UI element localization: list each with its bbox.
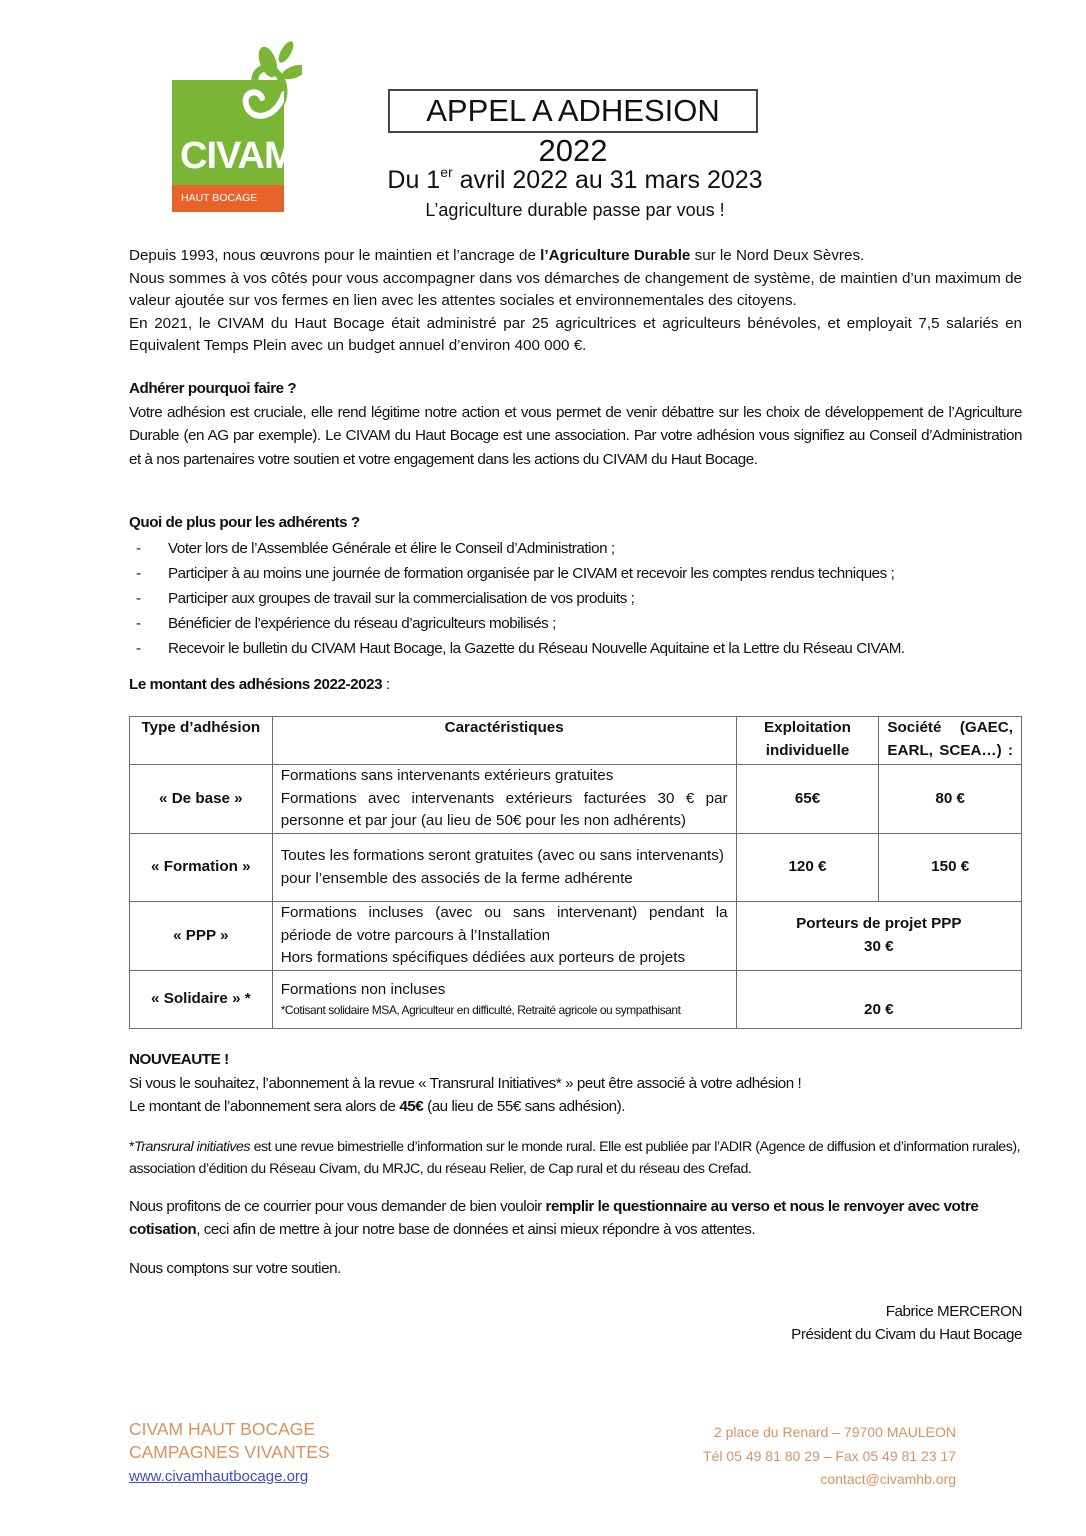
feature-line: Formations non incluses <box>280 981 446 999</box>
list-item <box>129 561 1022 586</box>
period <box>300 164 850 195</box>
footnote-text: est une revue bimestrielle d’information sur le monde rural. Elle est publiée par l’ADIR (Agence de diffusion et d’information rurales), association d’édition du Réseau Civam, du MRJC, du réseau Relier, de Cap rural et du réseau des Crefad. <box>129 1139 1021 1177</box>
intro-line-1 <box>129 245 1022 268</box>
footer-email[interactable]: contact@civamhb.org <box>820 1471 956 1487</box>
col-type: Type d’adhésion <box>130 717 273 765</box>
merged-price: 30 € <box>864 937 894 955</box>
col-individual: Exploitation individuelle <box>736 717 879 765</box>
website-link[interactable]: www.civamhautbocage.org <box>129 1468 309 1485</box>
row-company-price: 150 € <box>879 834 1022 902</box>
row-type: « Solidaire » * <box>130 970 273 1028</box>
row-individual-price: 120 € <box>736 834 879 902</box>
row-company-price: 80 € <box>879 765 1022 834</box>
list-item-text: Bénéficier de l’expérience du réseau d’agriculteurs mobilisés ; <box>168 614 556 632</box>
dash-icon: - <box>136 639 141 657</box>
list-item <box>129 636 1022 661</box>
table-row <box>130 834 1022 902</box>
intro-section <box>129 245 1022 358</box>
feature-line: Formations avec intervenants extérieurs facturées 30 € par personne et par jour (au lieu de 50€ pour les non adhérents) <box>280 789 728 830</box>
table-header-row <box>130 717 1022 765</box>
why-text: Votre adhésion est cruciale, elle rend légitime notre action et vous permet de venir débattre sur les choix de développement de l’Agriculture Durable (en AG par exemple). Le CIVAM du Haut Bocage est une association. Par votre adhésion vous signifiez au Conseil d’Administration et à nos partenaires votre soutien et votre engagement dans les actions du CIVAM du Haut Bocage. <box>129 403 1022 468</box>
row-features <box>272 970 736 1028</box>
period-end: avril 2022 au 31 mars 2023 <box>452 166 763 194</box>
signature-name: Fabrice MERCERON <box>885 1303 1022 1320</box>
why-heading: Adhérer pourquoi faire ? <box>129 380 297 397</box>
feature-note: *Cotisant solidaire MSA, Agriculteur en difficulté, Retraité agricole ou sympathisant <box>280 1002 681 1017</box>
row-merged-price: 20 € <box>736 970 1021 1028</box>
table-row <box>130 970 1022 1028</box>
list-item-text: Participer aux groupes de travail sur la commercialisation de vos produits ; <box>168 589 635 607</box>
row-type: « Formation » <box>130 834 273 902</box>
col-company: Société (GAEC, EARL, SCEA…) : <box>879 717 1022 765</box>
row-features <box>272 902 736 971</box>
footer-address: 2 place du Renard – 79700 MAULEON <box>713 1424 956 1440</box>
list-item <box>129 586 1022 611</box>
list-item-text: Voter lors de l’Assemblée Générale et élire le Conseil d’Administration ; <box>168 539 615 557</box>
feature-line: Formations incluses (avec ou sans intervenant) pendant la période de votre parcours à l’Installation <box>280 904 728 944</box>
row-individual-price: 65€ <box>736 765 879 834</box>
closing-line: Nous comptons sur votre soutien. <box>129 1260 341 1277</box>
news-line-1: Si vous le souhaitez, l’abonnement à la revue « Transrural Initiatives* » peut être associé à votre adhésion ! <box>129 1074 802 1092</box>
intro-line-2: Nous sommes à vos côtés pour vous accompagner dans vos démarches de changement de système, de maintien d’un maximum de valeur ajoutée sur vos fermes en lien avec les attentes sociales et environnementales des citoyens. <box>129 269 1022 309</box>
request-paragraph <box>129 1195 1022 1241</box>
dash-icon: - <box>136 539 141 557</box>
list-item-text: Recevoir le bulletin du CIVAM Haut Bocage, la Gazette du Réseau Nouvelle Aquitaine et la Lettre du Réseau CIVAM. <box>168 639 905 657</box>
footnote-title: Transrural initiatives <box>134 1139 251 1155</box>
intro-text: sur le Nord Deux Sèvres. <box>690 247 865 264</box>
membership-table <box>129 716 1022 1029</box>
period-start: Du 1 <box>387 166 441 194</box>
benefits-section <box>129 512 1022 661</box>
footer-left <box>129 1418 330 1488</box>
request-text: Nous profitons de ce courrier pour vous demander de bien vouloir <box>129 1198 546 1215</box>
table-row <box>130 765 1022 834</box>
row-type: « De base » <box>130 765 273 834</box>
list-item-text: Participer à au moins une journée de formation organisée par le CIVAM et recevoir les comptes rendus techniques ; <box>168 564 895 582</box>
dash-icon: - <box>136 589 141 607</box>
row-merged-price <box>736 902 1021 971</box>
footnote-star: * <box>129 1139 135 1155</box>
news-price: 45€ <box>399 1098 424 1115</box>
row-features <box>272 834 736 902</box>
list-item <box>129 611 1022 636</box>
period-sup: er <box>440 164 453 180</box>
feature-line: Toutes les formations seront gratuites (avec ou sans intervenants) pour l’ensemble des associés de la ferme adhérente <box>280 847 724 887</box>
row-features <box>272 765 736 834</box>
why-section <box>129 378 1022 471</box>
civam-logo <box>172 40 295 215</box>
dash-icon: - <box>136 614 141 632</box>
col-features: Caractéristiques <box>272 717 736 765</box>
news-text: (au lieu de 55€ sans adhésion). <box>423 1098 626 1115</box>
amounts-heading <box>129 674 390 697</box>
intro-line-3: En 2021, le CIVAM du Haut Bocage était administré par 25 agricultrices et agriculteurs bénévoles, et employait 7,5 salariés en Equivalent Temps Plein avec un budget annuel d’environ 400 000 €. <box>129 314 1022 354</box>
table-row <box>130 902 1022 971</box>
intro-text: Depuis 1993, nous œuvrons pour le maintien et l’ancrage de <box>129 247 541 264</box>
request-text: , ceci afin de mettre à jour notre base de données et ainsi mieux répondre à vos attentes. <box>196 1221 756 1238</box>
merged-label: Porteurs de projet PPP <box>796 915 962 933</box>
row-type: « PPP » <box>130 902 273 971</box>
footer-org-slogan: CAMPAGNES VIVANTES <box>129 1442 330 1462</box>
news-text: Le montant de l’abonnement sera alors de <box>129 1098 400 1115</box>
logo-subname: HAUT BOCAGE <box>172 185 284 212</box>
news-heading: NOUVEAUTE ! <box>129 1051 229 1068</box>
page-title: APPEL A ADHESION 2022 <box>388 89 758 133</box>
news-section <box>129 1048 1022 1119</box>
request-bold: remplir le questionnaire au verso et nous le renvoyer avec votre cotisation <box>129 1198 979 1238</box>
dash-icon: - <box>136 564 141 582</box>
list-item <box>129 536 1022 561</box>
intro-bold: l’Agriculture Durable <box>540 247 691 264</box>
feature-line: Formations sans intervenants extérieurs gratuites <box>280 767 614 785</box>
footnote <box>129 1136 1022 1180</box>
tagline: L’agriculture durable passe par vous ! <box>425 200 725 220</box>
amounts-title: Le montant des adhésions 2022-2023 <box>129 676 383 693</box>
benefits-heading: Quoi de plus pour les adhérents ? <box>129 514 360 531</box>
footer-phone: Tél 05 49 81 80 29 – Fax 05 49 81 23 17 <box>703 1447 956 1464</box>
amounts-colon: : <box>382 676 390 693</box>
benefits-list <box>129 536 1022 661</box>
signature-role: Président du Civam du Haut Bocage <box>791 1325 1022 1343</box>
news-line-2 <box>129 1095 1022 1119</box>
signature <box>791 1301 1022 1346</box>
logo-wordmark: CIVAM <box>180 135 295 177</box>
feature-line: Hors formations spécifiques dédiées aux porteurs de projets <box>280 949 686 966</box>
footer-org-name: CIVAM HAUT BOCAGE <box>129 1419 316 1439</box>
footer-right <box>703 1421 956 1492</box>
